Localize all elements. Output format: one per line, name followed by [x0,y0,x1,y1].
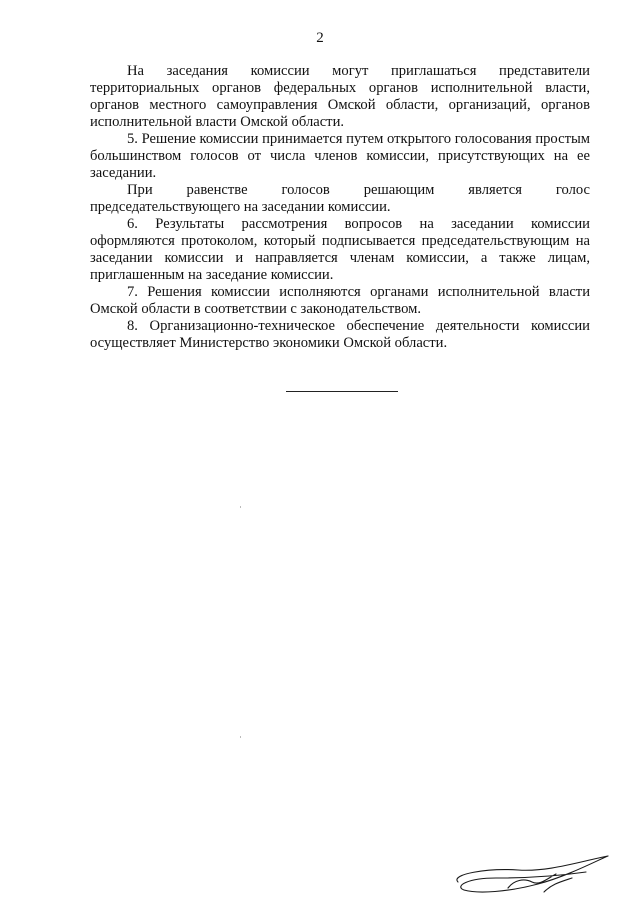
scan-speck [240,506,241,508]
paragraph-execution: 7. Решения комиссии исполняются органами исполнительной власти Омской области в соответствии с законодательством. [90,284,590,317]
paragraph-invited-representatives: На заседания комиссии могут приглашаться представители территориальных органов федеральных органов исполнительной власти, органов местного самоуправления Омской области, организаций, органов исполнительной власти Омской области. [90,63,590,130]
paragraph-equal-votes: При равенстве голосов решающим является голос председательствующего на заседании комиссии. [90,182,590,215]
scan-speck [240,736,241,738]
page-number: 2 [316,30,324,46]
document-body [90,63,590,352]
paragraph-support: 8. Организационно-техническое обеспечение деятельности комиссии осуществляет Министерство экономики Омской области. [90,318,590,351]
end-separator-line [286,391,398,392]
handwritten-signature [448,848,618,900]
paragraph-decision-voting: 5. Решение комиссии принимается путем открытого голосования простым большинством голосов от числа членов комиссии, присутствующих на ее заседании. [90,131,590,181]
paragraph-protocol: 6. Результаты рассмотрения вопросов на заседании комиссии оформляются протоколом, который подписывается председательствующим на заседании комиссии и направляется членам комиссии, а также лицам, приглашенным на заседание комиссии. [90,216,590,283]
